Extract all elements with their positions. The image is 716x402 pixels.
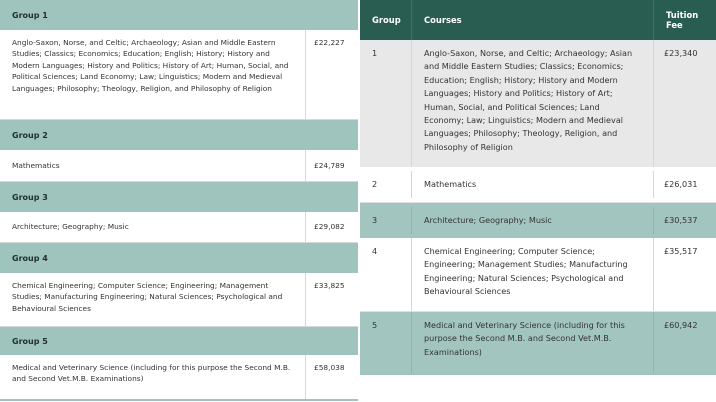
group-cell: 5	[360, 312, 412, 373]
courses-cell: Mathematics	[412, 171, 654, 198]
table-row	[360, 40, 716, 167]
courses-cell: Medical and Veterinary Science (including for this purpose the Second M.B. and Second Vet.M.B. Examinations)	[412, 312, 654, 373]
table-row	[360, 312, 716, 373]
table-row	[360, 238, 716, 312]
fee-cell: £24,789	[314, 160, 345, 170]
group-2-header	[0, 120, 358, 150]
header-courses: Courses	[412, 0, 654, 40]
table-row	[0, 212, 358, 243]
group-title: Group 4	[12, 253, 48, 263]
table-header	[360, 0, 716, 40]
group-title: Group 5	[12, 336, 48, 346]
courses-cell: Medical and Veterinary Science (including for this purpose the Second M.B. and Second Vet.M.B. Examinations)	[0, 355, 306, 399]
fee-cell: £23,340	[664, 48, 698, 58]
group-5-header	[0, 327, 358, 355]
fee-cell: £30,537	[664, 214, 698, 225]
fee-cell: £60,942	[664, 320, 698, 330]
right-fee-table	[360, 0, 716, 375]
fee-cell: £58,038	[314, 363, 345, 372]
table-row	[0, 30, 358, 120]
courses-cell: Anglo-Saxon, Norse, and Celtic; Archaeology; Asian and Middle Eastern Studies; Classics; Economics; Education; English; History; History and Modern Languages; History and Politics; History of Art; Human, Social, and Political Sciences; Land Economy; Law; Linguistics; Modern and Medieval Languages; Philosophy; Theology, Religion, and Philosophy of Religion	[0, 30, 306, 119]
group-1-header	[0, 0, 358, 30]
table-row	[360, 167, 716, 203]
group-title: Group 3	[12, 192, 48, 202]
fee-cell: £35,517	[664, 246, 698, 256]
group-cell: 4	[360, 238, 412, 311]
group-title: Group 1	[12, 10, 48, 20]
table-row	[360, 203, 716, 238]
fee-cell: £26,031	[664, 178, 698, 189]
fee-cell: £29,082	[314, 222, 345, 232]
group-cell: 1	[360, 40, 412, 167]
header-fee: Tuition Fee	[666, 10, 699, 30]
courses-cell: Mathematics	[0, 150, 306, 181]
group-4-header	[0, 243, 358, 273]
fee-cell: £22,227	[314, 38, 345, 47]
group-cell: 2	[360, 171, 412, 198]
courses-cell: Architecture; Geography; Music	[412, 207, 654, 234]
table-row	[0, 150, 358, 182]
table-row	[0, 355, 358, 401]
table-row	[0, 273, 358, 327]
table-footer-line	[360, 373, 716, 375]
header-group: Group	[360, 0, 412, 40]
group-title: Group 2	[12, 130, 48, 140]
courses-cell: Architecture; Geography; Music	[0, 212, 306, 242]
courses-cell: Chemical Engineering; Computer Science; Engineering; Management Studies; Manufacturing Engineering; Natural Sciences; Psychological and Behavioural Sciences	[0, 273, 306, 326]
fee-cell: £33,825	[314, 281, 345, 290]
group-cell: 3	[360, 207, 412, 234]
left-fee-table	[0, 0, 358, 401]
courses-cell: Chemical Engineering; Computer Science; Engineering; Management Studies; Manufacturing Engineering; Natural Sciences; Psychological and Behavioural Sciences	[412, 238, 654, 311]
courses-cell: Anglo-Saxon, Norse, and Celtic; Archaeology; Asian and Middle Eastern Studies; Classics; Economics; Education; English; History; History and Modern Languages; History and Politics; History of Art; Human, Social, and Political Sciences; Land Economy; Law; Linguistics; Modern and Medieval Languages; Philosophy; Theology, Religion, and Philosophy of Religion	[412, 40, 654, 167]
group-3-header	[0, 182, 358, 212]
